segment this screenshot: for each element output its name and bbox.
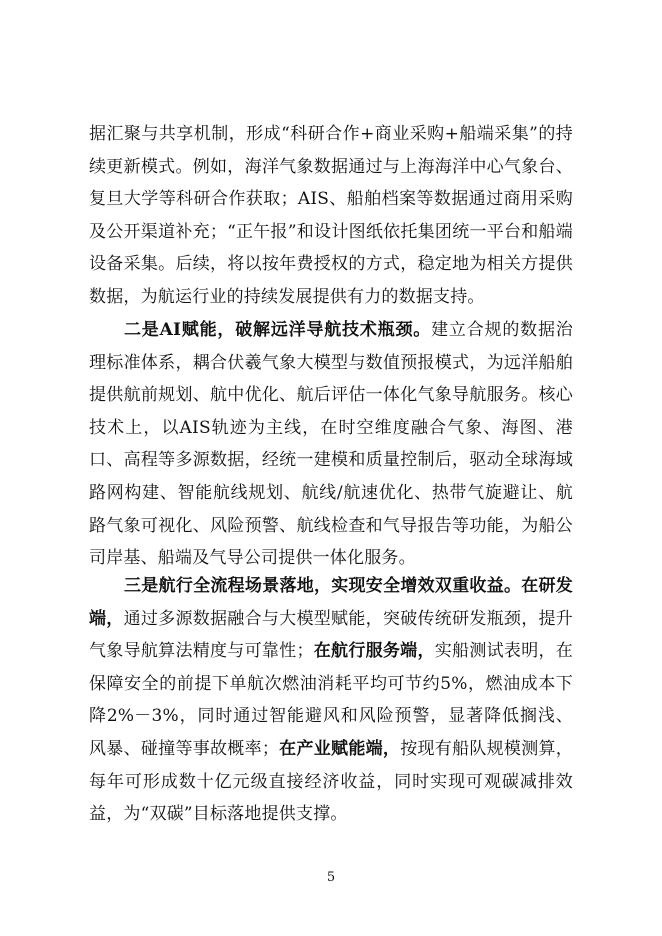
paragraph-text: 据汇聚与共享机制，形成“科研合作+商业采购+船端采集”的持续更新模式。例如，海洋气象数据通过与上海海洋中心气象台、复旦大学等科研合作获取；AIS、船舶档案等数据通过商用采购及公开渠道补充；“正午报”和设计图纸依托集团统一平台和船端设备采集。后续，将以按年费授权的方式，稳定地为相关方提供数据，为航运行业的持续发展提供有力的数据支持。 xyxy=(89,124,573,307)
service-label: 在航行服务端， xyxy=(313,641,435,662)
page-number: 5 xyxy=(326,870,336,885)
industry-label: 在产业赋能端， xyxy=(279,738,401,759)
paragraph-lead: 二是AI赋能，破解远洋导航技术瓶颈。 xyxy=(124,320,432,340)
paragraph-data-sharing xyxy=(89,118,573,314)
paragraph-ai-empowerment xyxy=(89,314,573,575)
rd-text: 通过多源数据融合与大模型赋能，突破传统研发瓶颈，提升气象导航算法精度与可靠性； xyxy=(89,608,573,662)
paragraph-scenario-landing xyxy=(89,570,573,831)
rd-label: 在研发端， xyxy=(89,576,573,629)
service-text: 实船测试表明，在保障安全的前提下单航次燃油消耗平均可节约5%，燃油成本下降2%－3%，同时通过智能避风和风险预警，显著降低搁浅、风暴、碰撞等事故概率； xyxy=(89,641,573,759)
paragraph-text: 建立合规的数据治理标准体系，耦合伏羲气象大模型与数值预报模式，为远洋船舶提供航前规划、航中优化、航后评估一体化气象导航服务。核心技术上，以AIS轨迹为主线，在时空维度融合气象、海图、港口、高程等多源数据，经统一建模和质量控制后，驱动全球海域路网构建、智能航线规划、航线/航速优化、热带气旋避让、航路气象可视化、风险预警、航线检查和气导报告等功能，为船公司岸基、船端及气导公司提供一体化服务。 xyxy=(89,320,573,569)
paragraph-lead: 三是航行全流程场景落地，实现安全增效双重收益。 xyxy=(124,576,522,596)
industry-text: 按现有船队规模测算，每年可形成数十亿元级直接经济收益，同时实现可观碳减排效益，为“双碳”目标落地提供支撑。 xyxy=(89,738,573,825)
